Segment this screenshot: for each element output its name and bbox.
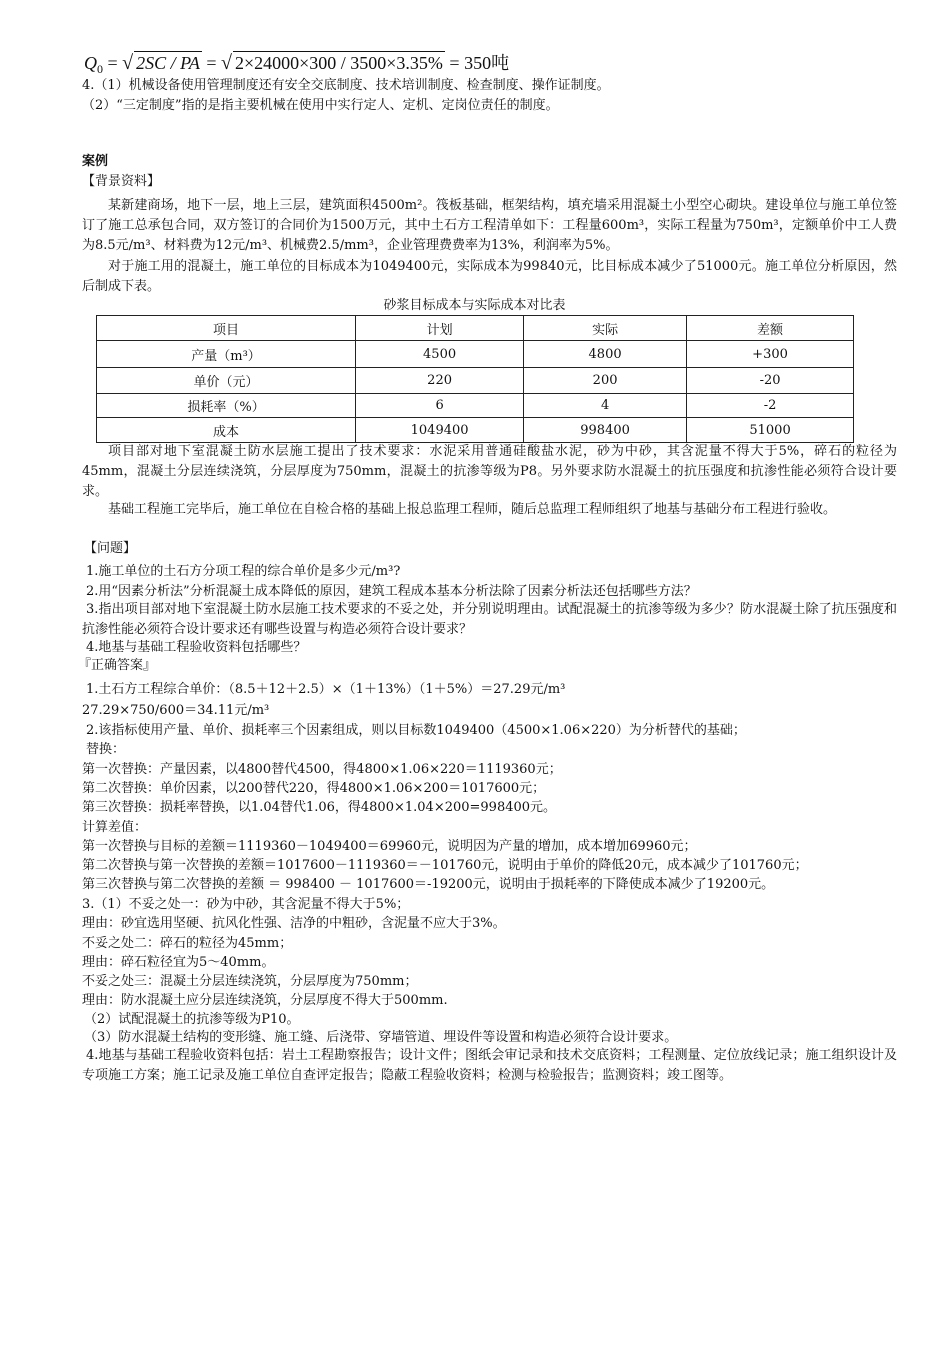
background-paragraph-3: 项目部对地下室混凝土防水层施工提出了技术要求：水泥采用普通硅酸盐水泥，砂为中砂，其含泥量不得大于5%，碎石的粒径为45mm，混凝土分层连续浇筑，分层厚度为750mm，混凝土的抗渗等级为P8。另外要求防水混凝土的抗压强度和抗渗性能必须符合设计要求。 bbox=[82, 444, 897, 499]
answer-2-difference-1: 第一次替换与目标的差额＝1119360－1049400＝69960元，说明因为产量的增加，成本增加69960元； bbox=[82, 839, 697, 854]
table-cell: 6 bbox=[356, 394, 524, 418]
formula-result: = 350吨 bbox=[449, 53, 510, 73]
background-heading: 【背景资料】 bbox=[82, 174, 161, 189]
case-title: 案例 bbox=[82, 154, 109, 169]
answer-3-line-5: 不妥之处三：混凝土分层连续浇筑，分层厚度为750mm； bbox=[82, 974, 418, 989]
background-paragraph-2: 对于施工用的混凝土，施工单位的目标成本为1049400元，实际成本为99840元，比目标成本减少了51000元。施工单位分析原因，然后制成下表。 bbox=[82, 259, 897, 294]
formula-lhs-subscript: 0 bbox=[97, 62, 103, 76]
answer-3-line-6: 理由：防水混凝土应分层连续浇筑，分层厚度不得大于500mm. bbox=[82, 993, 448, 1008]
table-cell: -20 bbox=[687, 368, 854, 394]
table-cell: 220 bbox=[356, 368, 524, 394]
table-cell: 单价（元） bbox=[97, 368, 356, 394]
table-cell: 4800 bbox=[524, 341, 687, 368]
answer-3-line-8: （3）防水混凝土结构的变形缝、施工缝、后浇带、穿墙管道、埋设件等设置和构造必须符合设计要求。 bbox=[84, 1030, 678, 1045]
table-cell: 成本 bbox=[97, 418, 356, 443]
table-row bbox=[97, 368, 854, 394]
background-paragraph-1: 某新建商场，地下一层，地上三层，建筑面积4500m²。筏板基础，框架结构，填充墙采用混凝土小型空心砌块。建设单位与施工单位签订了施工总承包合同，双方签订的合同价为1500万元，其中土石方工程清单如下：工程量600m³，实际工程量为750m³，定额单价中工人费为8.5元/m³、材料费为12元/m³、机械费2.5/mm³，企业管理费费率为13%，利润率为5%。 bbox=[82, 198, 897, 253]
answer-3-line-4: 理由：碎石粒径宜为5～40mm。 bbox=[82, 955, 275, 970]
table-cell: 51000 bbox=[687, 418, 854, 443]
question-2: 2.用“因素分析法”分析混凝土成本降低的原因，建筑工程成本基本分析法除了因素分析法还包括哪些方法？ bbox=[86, 584, 697, 599]
answer-2-substitution-3: 第三次替换：损耗率替换，以1.04替代1.06，得4800×1.04×200=998400元。 bbox=[82, 800, 557, 815]
table-cell: -2 bbox=[687, 394, 854, 418]
answer-1-line-1: 1.土石方工程综合单价：（8.5＋12＋2.5）×（1＋13%）（1＋5%）＝27.29元/m³ bbox=[86, 682, 566, 697]
table-header-cell: 实际 bbox=[524, 316, 687, 341]
table-cell: 产量（m³） bbox=[97, 341, 356, 368]
background-paragraph-4: 基础工程施工完毕后，施工单位在自检合格的基础上报总监理工程师，随后总监理工程师组织了地基与基础分布工程进行验收。 bbox=[108, 502, 837, 517]
table-cell: +300 bbox=[687, 341, 854, 368]
sqrt-symbol: √ bbox=[220, 52, 232, 74]
formula-radicand-2: 2×24000×300 / 3500×3.35% bbox=[234, 53, 443, 73]
table-header-cell: 计划 bbox=[356, 316, 524, 341]
answer-2-difference-2: 第二次替换与第一次替换的差额＝1017600－1119360＝－101760元，说明由于单价的降低20元，成本减少了101760元； bbox=[82, 858, 808, 873]
table-row bbox=[97, 418, 854, 443]
answer-2-substitution-label: 替换： bbox=[86, 742, 126, 757]
answer-line-4-2: （2）“三定制度”指的是指主要机械在使用中实行定人、定机、定岗位责任的制度。 bbox=[82, 98, 559, 113]
answer-2-substitution-2: 第二次替换：单价因素，以200替代220，得4800×1.06×200＝1017600元； bbox=[82, 781, 546, 796]
table-header-cell: 项目 bbox=[97, 316, 356, 341]
table-header-row bbox=[97, 316, 854, 341]
table-cell: 1049400 bbox=[356, 418, 524, 443]
table-row bbox=[97, 341, 854, 368]
sqrt-symbol: √ bbox=[122, 52, 134, 74]
table-cell: 损耗率（%） bbox=[97, 394, 356, 418]
answer-2-intro: 2.该指标使用产量、单价、损耗率三个因素组成，则以目标数1049400（4500×1.06×220）为分析替代的基础； bbox=[86, 723, 746, 738]
table-cell: 4500 bbox=[356, 341, 524, 368]
comparison-table bbox=[96, 315, 854, 443]
question-3: 3.指出项目部对地下室混凝土防水层施工技术要求的不妥之处，并分别说明理由。试配混凝土的抗渗等级为多少？防水混凝土除了抗压强度和抗渗性能必须符合设计要求还有哪些设置与构造必须符合设计要求？ bbox=[82, 602, 897, 637]
answer-2-difference-label: 计算差值： bbox=[82, 820, 148, 835]
table-caption: 砂浆目标成本与实际成本对比表 bbox=[383, 298, 566, 313]
question-heading: 【问题】 bbox=[84, 541, 137, 556]
answer-line-4-1: 4.（1）机械设备使用管理制度还有安全交底制度、技术培训制度、检查制度、操作证制度。 bbox=[82, 78, 610, 93]
answer-1-line-2: 27.29×750/600＝34.11元/m³ bbox=[82, 703, 270, 718]
table-cell: 200 bbox=[524, 368, 687, 394]
table-cell: 998400 bbox=[524, 418, 687, 443]
table-row bbox=[97, 394, 854, 418]
table-header-cell: 差额 bbox=[687, 316, 854, 341]
formula: $Q_0$ = √ 2SC / PA = √ 2×24000×300 / 3500×3.35% = 350吨 bbox=[84, 52, 510, 76]
answer-heading: 『正确答案』 bbox=[78, 658, 157, 673]
answer-2-substitution-1: 第一次替换：产量因素，以4800替代4500，得4800×1.06×220＝1119360元； bbox=[82, 762, 562, 777]
answer-3-line-1: 3.（1）不妥之处一：砂为中砂，其含泥量不得大于5%； bbox=[82, 897, 410, 912]
answer-2-difference-3: 第三次替换与第二次替换的差额 ＝ 998400 － 1017600＝-19200元，说明由于损耗率的下降使成本减少了19200元。 bbox=[82, 877, 775, 892]
answer-3-line-7: （2）试配混凝土的抗渗等级为P10。 bbox=[84, 1012, 300, 1027]
table-cell: 4 bbox=[524, 394, 687, 418]
formula-lhs: Q bbox=[84, 53, 97, 73]
answer-4: 4.地基与基础工程验收资料包括：岩土工程勘察报告；设计文件；图纸会审记录和技术交底资料；工程测量、定位放线记录；施工组织设计及专项施工方案；施工记录及施工单位自查评定报告；隐蔽工程验收资料；检测与检验报告；监测资料；竣工图等。 bbox=[82, 1048, 897, 1083]
answer-3-line-2: 理由：砂宜选用坚硬、抗风化性强、洁净的中粗砂，含泥量不应大于3%。 bbox=[82, 916, 506, 931]
question-1: 1.施工单位的土石方分项工程的综合单价是多少元/m³? bbox=[86, 564, 401, 579]
question-4: 4.地基与基础工程验收资料包括哪些？ bbox=[86, 640, 307, 655]
formula-radicand-1: 2SC / PA bbox=[136, 53, 200, 73]
answer-3-line-3: 不妥之处二：碎石的粒径为45mm； bbox=[82, 936, 293, 951]
